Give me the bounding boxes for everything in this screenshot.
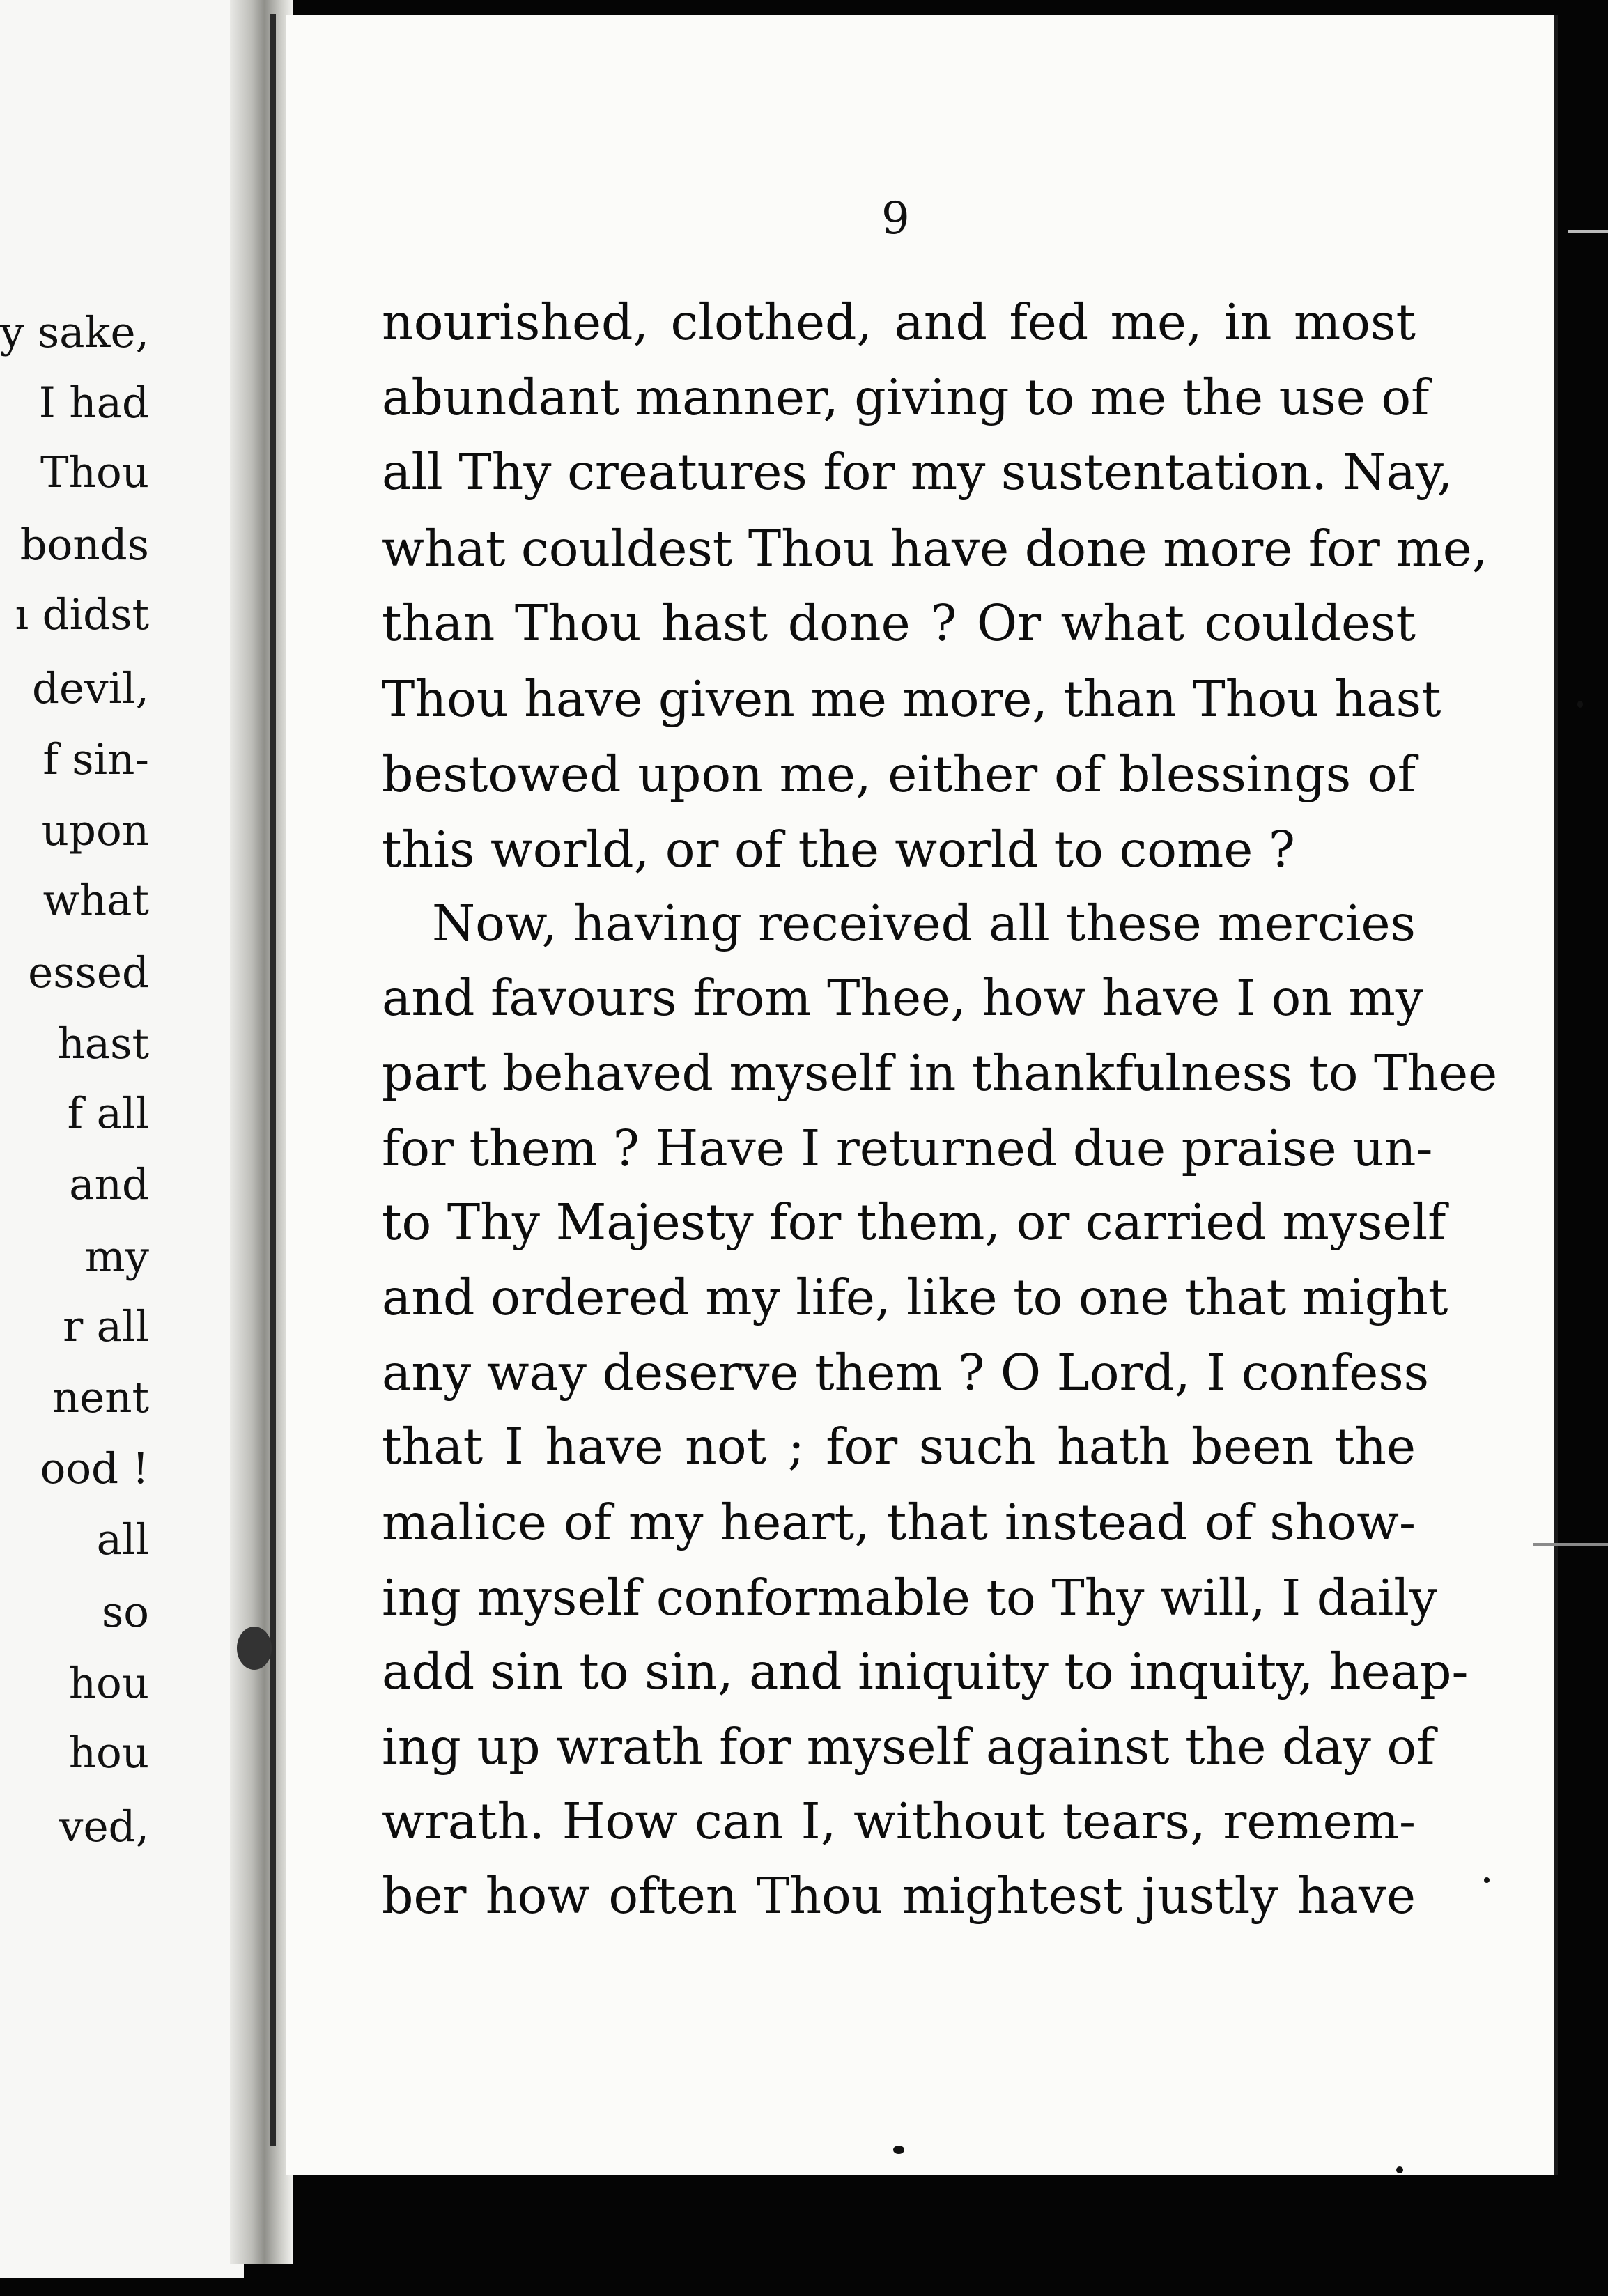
binding-stitch-mark — [237, 1627, 272, 1670]
text-line: abundant manner, giving to me the use of — [382, 369, 1430, 426]
facing-text-line: essed — [28, 948, 149, 998]
facing-text-line: I had — [38, 378, 149, 428]
facing-text-line: f sin- — [42, 735, 149, 784]
text-line: part behaved myself in thankfulness to Thee — [382, 1044, 1498, 1102]
facing-text-line: f all — [67, 1089, 149, 1138]
facing-text-line: Thou — [40, 448, 149, 497]
text-line: nourished, clothed, and fed me, in most — [382, 293, 1416, 351]
text-line: what couldest Thou have done more for me, — [382, 520, 1488, 577]
text-line: to Thy Majesty for them, or carried myself — [382, 1193, 1446, 1251]
facing-text-line: bonds — [20, 520, 149, 570]
facing-page-left — [0, 0, 244, 2278]
text-line: for them ? Have I returned due praise un- — [382, 1119, 1433, 1177]
facing-text-line: what — [42, 876, 149, 925]
text-line: all Thy creatures for my sustentation. Nay, — [382, 443, 1453, 501]
text-line: malice of my heart, that instead of show- — [382, 1494, 1416, 1551]
facing-text-line: all — [96, 1515, 149, 1565]
text-line: and favours from Thee, how have I on my — [382, 969, 1423, 1027]
scan-speck — [1577, 701, 1583, 708]
page-9 — [286, 15, 1558, 2175]
facing-text-line: y sake, — [0, 308, 149, 357]
facing-text-line: hou — [68, 1728, 149, 1778]
text-line: any way deserve them ? O Lord, I confess — [382, 1344, 1430, 1402]
facing-text-line: and — [69, 1160, 149, 1209]
facing-text-line: hou — [68, 1659, 149, 1708]
text-line: and ordered my life, like to one that might — [382, 1269, 1448, 1326]
text-line: Now, having received all these mercies — [432, 894, 1416, 952]
scan-speck — [893, 2146, 904, 2154]
text-line: bestowed upon me, either of blessings of — [382, 745, 1416, 803]
scan-edge-mark — [1533, 1543, 1608, 1546]
facing-text-line: so — [101, 1588, 149, 1637]
text-line: that I have not ; for such hath been the — [382, 1418, 1416, 1475]
facing-text-line: ı didst — [15, 590, 149, 639]
text-line: Thou have given me more, than Thou hast — [382, 670, 1441, 728]
facing-text-line: hast — [57, 1019, 149, 1069]
text-line: than Thou hast done ? Or what couldest — [382, 594, 1416, 652]
scan-edge-mark — [1568, 230, 1608, 233]
facing-text-line: r all — [63, 1302, 149, 1351]
scan-speck — [1396, 2166, 1403, 2173]
book-gutter — [230, 0, 293, 2264]
text-line: add sin to sin, and iniquity to inquity, heap- — [382, 1643, 1469, 1700]
page-number: 9 — [881, 193, 910, 245]
text-line: wrath. How can I, without tears, remem- — [382, 1792, 1416, 1850]
scan-speck — [1484, 1877, 1490, 1883]
facing-text-line: devil, — [31, 664, 149, 713]
facing-text-line: ood ! — [40, 1444, 149, 1494]
text-line: ing myself conformable to Thy will, I daily — [382, 1569, 1438, 1627]
gutter-shadow-line — [270, 14, 276, 2146]
facing-text-line: nent — [52, 1373, 149, 1422]
facing-text-line: upon — [41, 806, 149, 855]
text-line: ber how often Thou mightest justly have — [382, 1867, 1416, 1925]
text-line: ing up wrath for myself against the day of — [382, 1718, 1435, 1776]
facing-text-line: ved, — [59, 1802, 149, 1852]
text-line: this world, or of the world to come ? — [382, 821, 1295, 878]
facing-text-line: my — [84, 1232, 149, 1282]
